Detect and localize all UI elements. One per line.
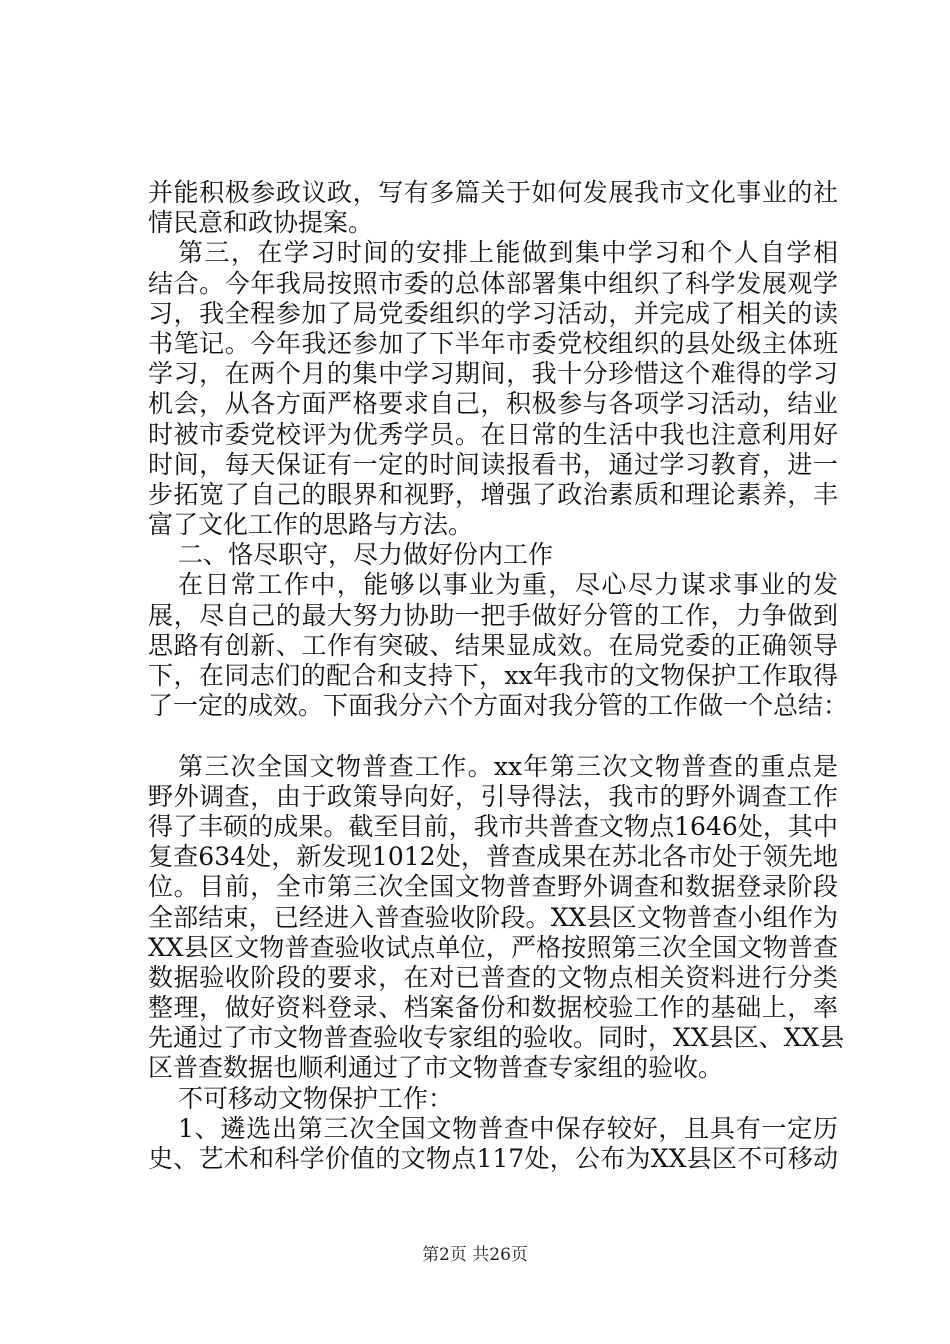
body-line: 步拓宽了自己的眼界和视野，增强了政治素质和理论素养，丰 — [148, 479, 838, 509]
body-line: 书笔记。今年我还参加了下半年市委党校组织的县处级主体班 — [148, 328, 838, 358]
body-line: 在日常工作中，能够以事业为重，尽心尽力谋求事业的发 — [178, 570, 838, 600]
body-line: 位。目前，全市第三次全国文物普查野外调查和数据登录阶段 — [148, 872, 838, 902]
body-line: 富了文化工作的思路与方法。 — [148, 510, 474, 540]
body-line: 史、艺术和科学价值的文物点117处，公布为XX县区不可移动 — [148, 1144, 838, 1173]
body-line: 全部结束，已经进入普查验收阶段。XX县区文物普查小组作为 — [148, 902, 838, 932]
body-line: 时被市委党校评为优秀学员。在日常的生活中我也注意利用好 — [148, 419, 838, 449]
body-line: 整理，做好资料登录、档案备份和数据校验工作的基础上，率 — [148, 993, 838, 1023]
section-heading: 二、恪尽职守，尽力做好份内工作 — [178, 540, 554, 570]
body-line: 并能积极参政议政，写有多篇关于如何发展我市文化事业的社 — [148, 178, 838, 207]
body-line: 结合。今年我局按照市委的总体部署集中组织了科学发展观学 — [148, 268, 838, 298]
body-line: 区普查数据也顺利通过了市文物普查专家组的验收。 — [148, 1053, 724, 1083]
body-line: 展，尽自己的最大努力协助一把手做好分管的工作，力争做到 — [148, 600, 838, 630]
body-line: 1、遴选出第三次全国文物普查中保存较好，且具有一定历 — [178, 1113, 838, 1143]
body-line: 数据验收阶段的要求，在对已普查的文物点相关资料进行分类 — [148, 962, 838, 992]
body-line: 先通过了市文物普查验收专家组的验收。同时，XX县区、XX县 — [148, 1023, 845, 1053]
page-footer — [0, 1243, 950, 1267]
body-line: 第三，在学习时间的安排上能做到集中学习和个人自学相 — [178, 238, 838, 268]
body-line: 野外调查，由于政策导向好，引导得法，我市的野外调查工作 — [148, 781, 838, 811]
body-line: 习，我全程参加了局党委组织的学习活动，并完成了相关的读 — [148, 298, 838, 328]
body-line: 情民意和政协提案。 — [148, 208, 374, 238]
body-line: 不可移动文物保护工作： — [178, 1083, 454, 1113]
body-line: 思路有创新、工作有突破、结果显成效。在局党委的正确领导 — [148, 630, 838, 660]
body-line: XX县区文物普查验收试点单位，严格按照第三次全国文物普查 — [148, 932, 838, 962]
body-line: 学习，在两个月的集中学习期间，我十分珍惜这个难得的学习 — [148, 359, 838, 389]
body-line: 得了丰硕的成果。截至目前，我市共普查文物点1646处，其中 — [148, 811, 838, 841]
body-line: 下，在同志们的配合和支持下，xx年我市的文物保护工作取得 — [148, 661, 838, 690]
body-line: 第三次全国文物普查工作。xx年第三次文物普查的重点是 — [178, 751, 838, 781]
body-line: 了一定的成效。下面我分六个方面对我分管的工作做一个总结： — [148, 691, 849, 721]
body-line: 时间，每天保证有一定的时间读报看书，通过学习教育，进一 — [148, 449, 838, 479]
body-line: 复查634处，新发现1012处，普查成果在苏北各市处于领先地 — [148, 842, 838, 872]
page-number: 第2页 共26页 — [422, 1245, 528, 1265]
body-line: 机会，从各方面严格要求自己，积极参与各项学习活动，结业 — [148, 389, 838, 419]
